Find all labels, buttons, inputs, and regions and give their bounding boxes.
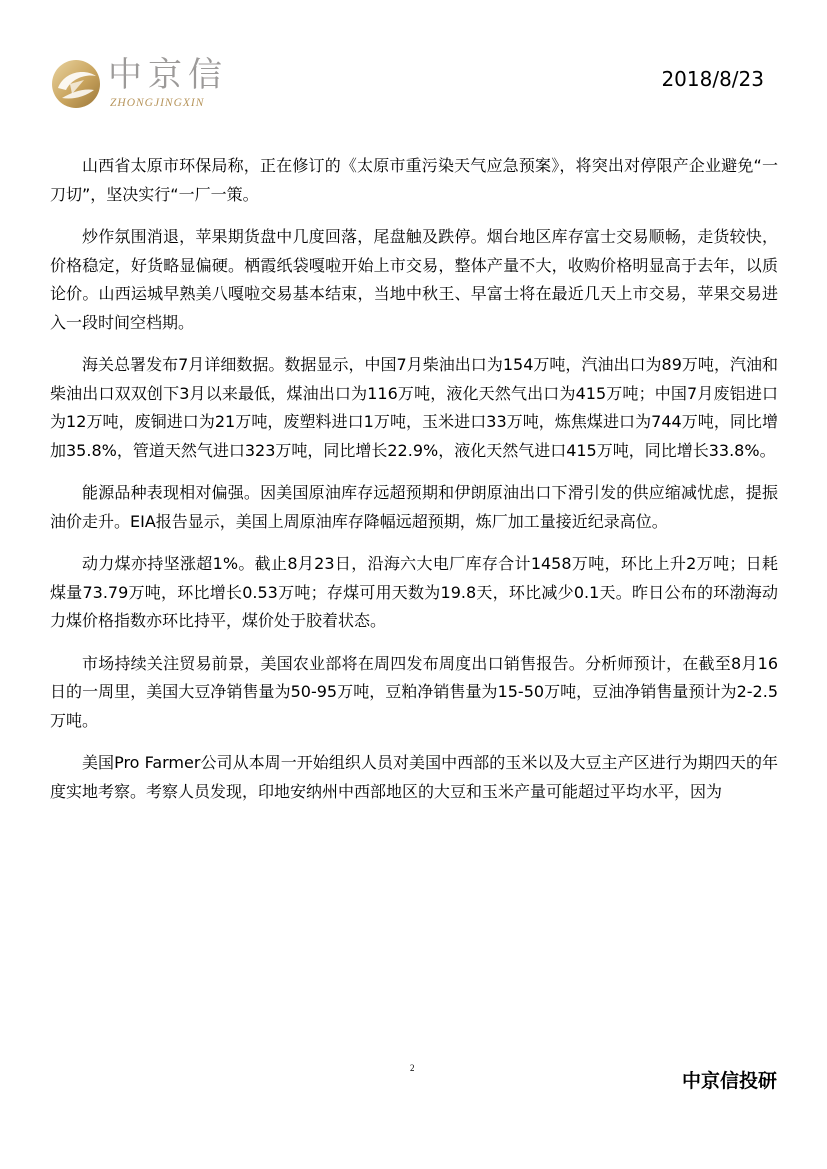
report-date: 2018/8/23	[661, 67, 764, 91]
paragraph: 山西省太原市环保局称，正在修订的《太原市重污染天气应急预案》，将突出对停限产企业避免“一刀切”，坚决实行“一厂一策。	[50, 156, 778, 204]
company-logo	[50, 52, 250, 116]
logo-chinese-text: 中京信	[108, 55, 228, 95]
paragraph: 炒作氛围消退，苹果期货盘中几度回落，尾盘触及跌停。烟台地区库存富士交易顺畅，走货较快，价格稳定，好货略显偏硬。栖霞纸袋嘎啦开始上市交易，整体产量不大，收购价格明显高于去年，以质论价。山西运城早熟美八嘎啦交易基本结束，当地中秋王、早富士将在最近几天上市交易，苹果交易进入一段时间空档期。	[50, 227, 778, 332]
paragraph: 动力煤亦持坚涨超1%。截止8月23日，沿海六大电厂库存合计1458万吨，环比上升2万吨；日耗煤量73.79万吨，环比增长0.53万吨；存煤可用天数为19.8天，环比减少0.1天。昨日公布的环渤海动力煤价格指数亦环比持平，煤价处于胶着状态。	[50, 554, 778, 630]
logo-emblem-icon	[50, 58, 102, 110]
report-body	[50, 152, 778, 820]
footer-brand: 中京信投研	[681, 1070, 777, 1092]
page-number: 2	[410, 1063, 415, 1073]
paragraph: 市场持续关注贸易前景，美国农业部将在周四发布周度出口销售报告。分析师预计，在截至8月16日的一周里，美国大豆净销售量为50-95万吨，豆粕净销售量为15-50万吨，豆油净销售量预计为2-2.5万吨。	[50, 653, 778, 730]
paragraph: 能源品种表现相对偏强。因美国原油库存远超预期和伊朗原油出口下滑引发的供应缩减忧虑，提振油价走升。EIA报告显示，美国上周原油库存降幅远超预期，炼厂加工量接近纪录高位。	[50, 483, 778, 531]
paragraph: 海关总署发布7月详细数据。数据显示，中国7月柴油出口为154万吨，汽油出口为89万吨，汽油和柴油出口双双创下3月以来最低，煤油出口为116万吨，液化天然气出口为415万吨；中国7月废铝进口为12万吨，废铜进口为21万吨，废塑料进口1万吨，玉米进口33万吨，炼焦煤进口为744万吨，同比增加35.8%，管道天然气进口323万吨，同比增长22.9%，液化天然气进口415万吨，同比增长33.8%。	[50, 355, 778, 460]
logo-english-text: ZHONGJINGXIN	[110, 97, 205, 109]
paragraph: 美国Pro Farmer公司从本周一开始组织人员对美国中西部的玉米以及大豆主产区进行为期四天的年度实地考察。考察人员发现，印地安纳州中西部地区的大豆和玉米产量可能超过平均水平，因为	[50, 753, 778, 801]
